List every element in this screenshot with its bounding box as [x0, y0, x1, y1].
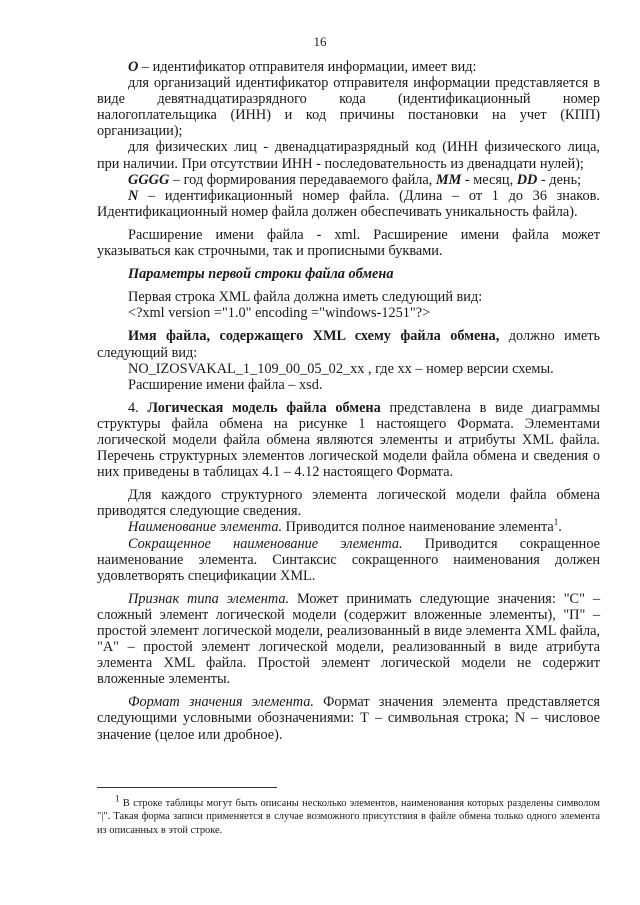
schema-file-name: NO_IZOSVAKAL_1_109_00_05_02_xx , где хх – номер версии схемы. [128, 360, 554, 377]
number-code: N [128, 187, 139, 204]
value-format-label: Формат значения элемента. [128, 694, 314, 711]
element-type-text: Может принимать следующие значения: "С" – сложный элемент логической модели (содержит вложенные элементы), "П" – простой элемент логической модели, реализованный в виде элемента XML файла, "А" – простой элемент логической модели, реализованный в виде атрибута элемента XML файла. Простой элемент логической модели не содержит вложенные элементы. [97, 590, 600, 688]
sender-code: О [128, 59, 139, 75]
element-name-paragraph [97, 519, 600, 535]
element-name-label: Наименование элемента. [128, 519, 283, 536]
info-intro-paragraph: Для каждого структурного элемента логической модели файла обмена приводятся следующие сведения. [97, 487, 600, 520]
sender-org-paragraph: для организаций идентификатор отправителя информации представляется в виде девятнадцатиразрядного кода (идентификационный номер налогоплательщика (ИНН) и код причины постановки на учет (КПП) организации); [97, 75, 600, 140]
day-text: - день; [537, 171, 582, 188]
value-format-paragraph [97, 694, 600, 742]
date-definition [97, 172, 600, 188]
day-code: DD [516, 171, 538, 188]
schema-paragraph [97, 328, 600, 360]
footnote-reference: 1 [553, 517, 559, 528]
footnote [97, 793, 600, 837]
element-type-paragraph [97, 591, 600, 688]
document-body [97, 59, 600, 743]
file-number-definition [97, 188, 600, 220]
footnote-divider [97, 787, 277, 788]
month-code: ММ [435, 171, 462, 188]
footnote-mark: 1 [115, 793, 120, 804]
sender-definition [97, 59, 600, 75]
short-name-paragraph [97, 536, 600, 584]
year-code: GGGG [128, 171, 170, 188]
month-text: - месяц, [461, 171, 517, 188]
footnote-text [97, 793, 600, 837]
schema-text: должно иметь следующий вид: [97, 328, 600, 361]
xml-declaration: <?xml version ="1.0" encoding ="windows-1251"?> [128, 305, 431, 322]
footnote-body: В строке таблицы могут быть описаны несколько элементов, наименования которых разделены символом "|". Такая форма записи применяется в случае возможного присутствия в файле обмена только одного элемента из описанных в этой строке. [97, 798, 600, 836]
sender-text: – идентификатор отправителя информации, имеет вид: [138, 59, 477, 75]
schema-heading: Имя файла, содержащего XML схему файла обмена, [128, 328, 500, 345]
value-format-text: Формат значения элемента представляется следующими условными обозначениями: Т – символьная строка; N – числовое значение (целое или дробное). [97, 694, 601, 743]
section-number: 4. [128, 399, 148, 416]
logical-model-heading: Логическая модель файла обмена [147, 399, 381, 416]
element-name-text: Приводится полное наименование элемента [282, 519, 554, 536]
schema-extension: Расширение имени файла – xsd. [128, 376, 323, 393]
page-number: 16 [313, 34, 327, 49]
number-text: – идентификационный номер файла. (Длина – от 1 до 36 знаков. Идентификационный номер файла должен обеспечивать уникальность файла). [97, 187, 600, 220]
logical-model-paragraph [97, 400, 600, 480]
element-name-end: . [558, 519, 562, 536]
short-name-label: Сокращенное наименование элемента. [128, 535, 403, 552]
element-type-label: Признак типа элемента. [128, 590, 290, 607]
sender-person-paragraph: для физических лиц - двенадцатиразрядный код (ИНН физического лица, при наличии. При отсутствии ИНН - последовательность из двенадцати нулей); [97, 139, 600, 172]
short-name-text: Приводится сокращенное наименование элемента. Синтаксис сокращенного наименования должен удовлетворять спецификации XML. [97, 535, 600, 584]
year-text: – год формирования передаваемого файла, [169, 171, 436, 188]
first-line-heading: Параметры первой строки файла обмена [128, 266, 394, 283]
first-line-intro: Первая строка XML файла должна иметь следующий вид: [128, 289, 483, 306]
logical-model-text: представлена в виде диаграммы структуры файла обмена на рисунке 1 настоящего Формата. Элементами логической модели файла обмена являются элементы и атрибуты XML файла. Перечень структурных элементов логической модели файла обмена и сведения о них приведены в таблицах 4.1 – 4.12 настоящего Формата. [97, 399, 601, 481]
extension-paragraph: Расширение имени файла - xml. Расширение имени файла может указываться как строчными, так и прописными буквами. [97, 226, 600, 260]
